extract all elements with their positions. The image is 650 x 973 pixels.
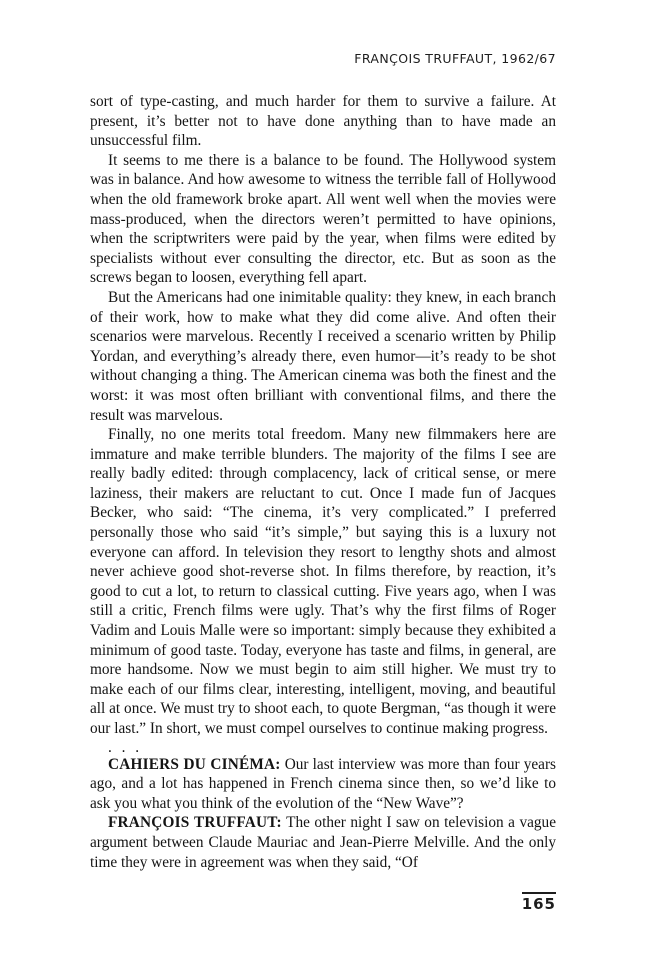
paragraph-3: But the Americans had one inimitable quality: they knew, in each branch of their work, how to make what they did come alive. And often their scenarios were marvelous. Recently I received a scenario written by Philip Yordan, and everything’s already there, even humor—it’s ready to be shot without changing a thing. The American cinema was both the finest and the worst: it was most often brilliant with conventional films, and there the result was marvelous. — [90, 288, 556, 424]
paragraph-2: It seems to me there is a balance to be found. The Hollywood system was in balance. And how awesome to witness the terrible fall of Hollywood when the old framework broke apart. All went well when the movies were mass-produced, when the directors weren’t permitted to have opinions, when the scriptwriters were paid by the year, when films were edited by specialists without ever consulting the director, etc. But as soon as the screws began to loosen, everything fell apart. — [90, 151, 556, 287]
interview-question — [90, 755, 556, 814]
section-break: . . . — [108, 738, 143, 756]
page-number: 165 — [522, 892, 556, 913]
speaker-label-truffaut: FRANÇOIS TRUFFAUT: — [108, 814, 282, 832]
paragraph-1: sort of type-casting, and much harder for them to survive a failure. At present, it’s better not to have done anything than to have made an unsuccessful film. — [90, 93, 556, 150]
paragraph-4: Finally, no one merits total freedom. Many new filmmakers here are immature and make terrible blunders. The majority of the films I see are really badly edited: through complacency, lack of critical sense, or mere laziness, their makers are reluctant to cut. Once I made fun of Jacques Becker, who said: “The cinema, it’s very complicated.” I preferred personally those who said “it’s simple,” but saying this is a luxury not everyone can afford. In television they resort to lengthy shots and almost never achieve good shot-reverse shot. In films therefore, by reaction, it’s good to cut a lot, to return to classical cutting. Five years ago, when I was still a critic, French films were ugly. That’s why the first films of Roger Vadim and Louis Malle were so important: simply because they exhibited a minimum of good taste. Today, everyone has taste and films, in general, are more handsome. Now we must begin to aim still higher. We must try to make each of our films clear, interesting, intelligent, moving, and beautiful all at once. We must try to shoot each, to quote Bergman, “as though it were our last.” In short, we must compel ourselves to continue making progress. — [90, 426, 556, 737]
running-head: FRANÇOIS TRUFFAUT, 1962/67 — [354, 51, 556, 66]
question-text: Our last interview was more than four years ago, and a lot has happened in French cinema since then, so we’d like to ask you what you think of the evolution of the “New Wave”? — [90, 755, 556, 812]
body-text — [90, 92, 556, 872]
interview-answer — [90, 813, 556, 872]
answer-text: The other night I saw on television a vague argument between Claude Mauriac and Jean-Pierre Melville. And the only time they were in agreement was when they said, “Of — [90, 814, 556, 871]
speaker-label-cahiers: CAHIERS DU CINÉMA: — [108, 755, 281, 773]
